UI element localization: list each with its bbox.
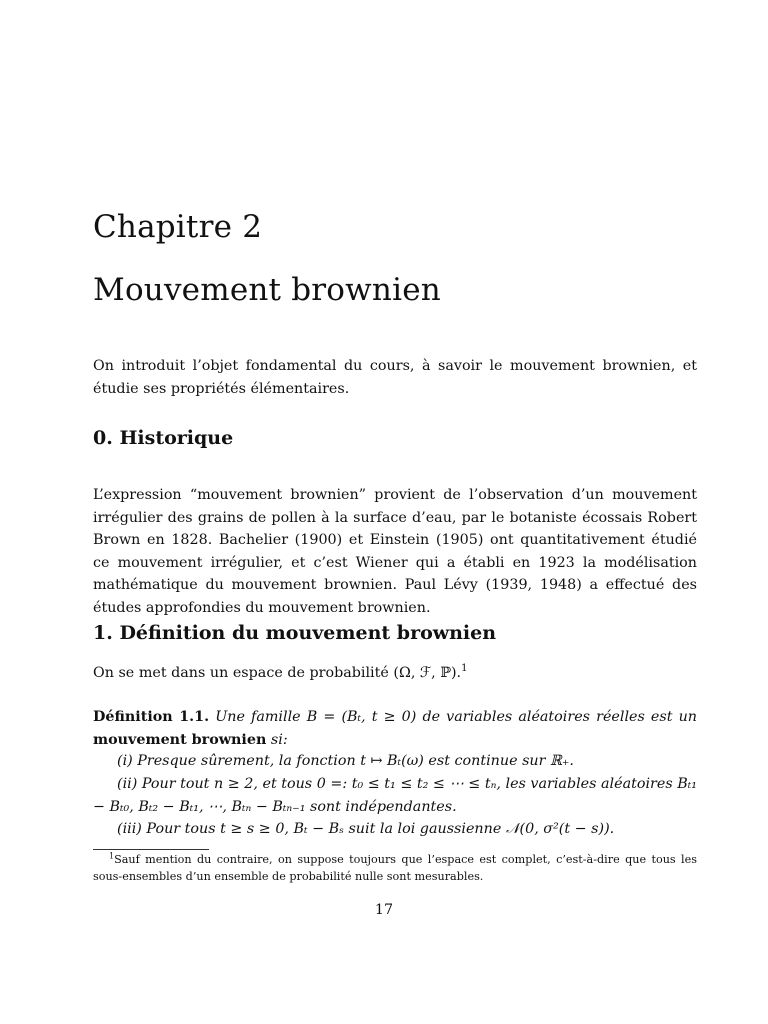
definition-label: Définition 1.1. [93, 709, 210, 725]
section-heading-definition: 1. Définition du mouvement brownien [93, 622, 497, 644]
footnote-text: Sauf mention du contraire, on suppose toujours que l’espace est complet, c’est-à-dire que tous les sous-ensembles d’un ensemble de probabilité nulle sont mesurables. [93, 853, 697, 883]
definition-text-a: Une famille B = (Bₜ, t ≥ 0) de variables aléatoires réelles est un [215, 709, 697, 725]
footnote-mark: 1 [109, 851, 115, 861]
definition-term: mouvement brownien [93, 731, 267, 748]
probability-space-text: On se met dans un espace de probabilité (Ω, ℱ, ℙ). [93, 665, 462, 681]
chapter-label: Chapitre 2 [93, 209, 263, 245]
definition-block [93, 706, 697, 751]
footnote-reference: 1 [461, 663, 468, 675]
section-heading-historique: 0. Historique [93, 427, 234, 449]
probability-space-sentence [93, 662, 697, 685]
chapter-title: Mouvement brownien [93, 272, 441, 308]
footnote [93, 851, 697, 885]
historique-paragraph: L’expression “mouvement brownien” provient de l’observation d’un mouvement irrégulier des grains de pollen à la surface d’eau, par le botaniste écossais Robert Brown en 1828. Bachelier (1900) et Einstein (1905) ont quantitativement étudié ce mouvement irrégulier, et c’est Wiener qui a établi en 1923 la modélisation mathématique du mouvement brownien. Paul Lévy (1939, 1948) a effectué des études approfondies du mouvement brownien. [93, 487, 697, 616]
footnote-rule [93, 849, 209, 850]
definition-item-ii: (ii) Pour tout n ≥ 2, et tous 0 =: t₀ ≤ t₁ ≤ t₂ ≤ ⋯ ≤ tₙ, les variables aléatoires Bₜ₁ − Bₜ₀, Bₜ₂ − Bₜ₁, ⋯, Bₜₙ − Bₜₙ₋₁ sont indépendantes. [93, 776, 697, 815]
definition-text-b: si: [270, 731, 288, 748]
definition-item-i: (i) Presque sûrement, la fonction t ↦ Bₜ(ω) est continue sur ℝ₊. [117, 753, 574, 769]
definition-item-iii: (iii) Pour tous t ≥ s ≥ 0, Bₜ − Bₛ suit la loi gaussienne 𝒩(0, σ²(t − s)). [117, 821, 615, 837]
intro-paragraph: On introduit l’objet fondamental du cours, à savoir le mouvement brownien, et étudie ses propriétés élémentaires. [93, 358, 697, 397]
page-number: 17 [374, 902, 394, 918]
